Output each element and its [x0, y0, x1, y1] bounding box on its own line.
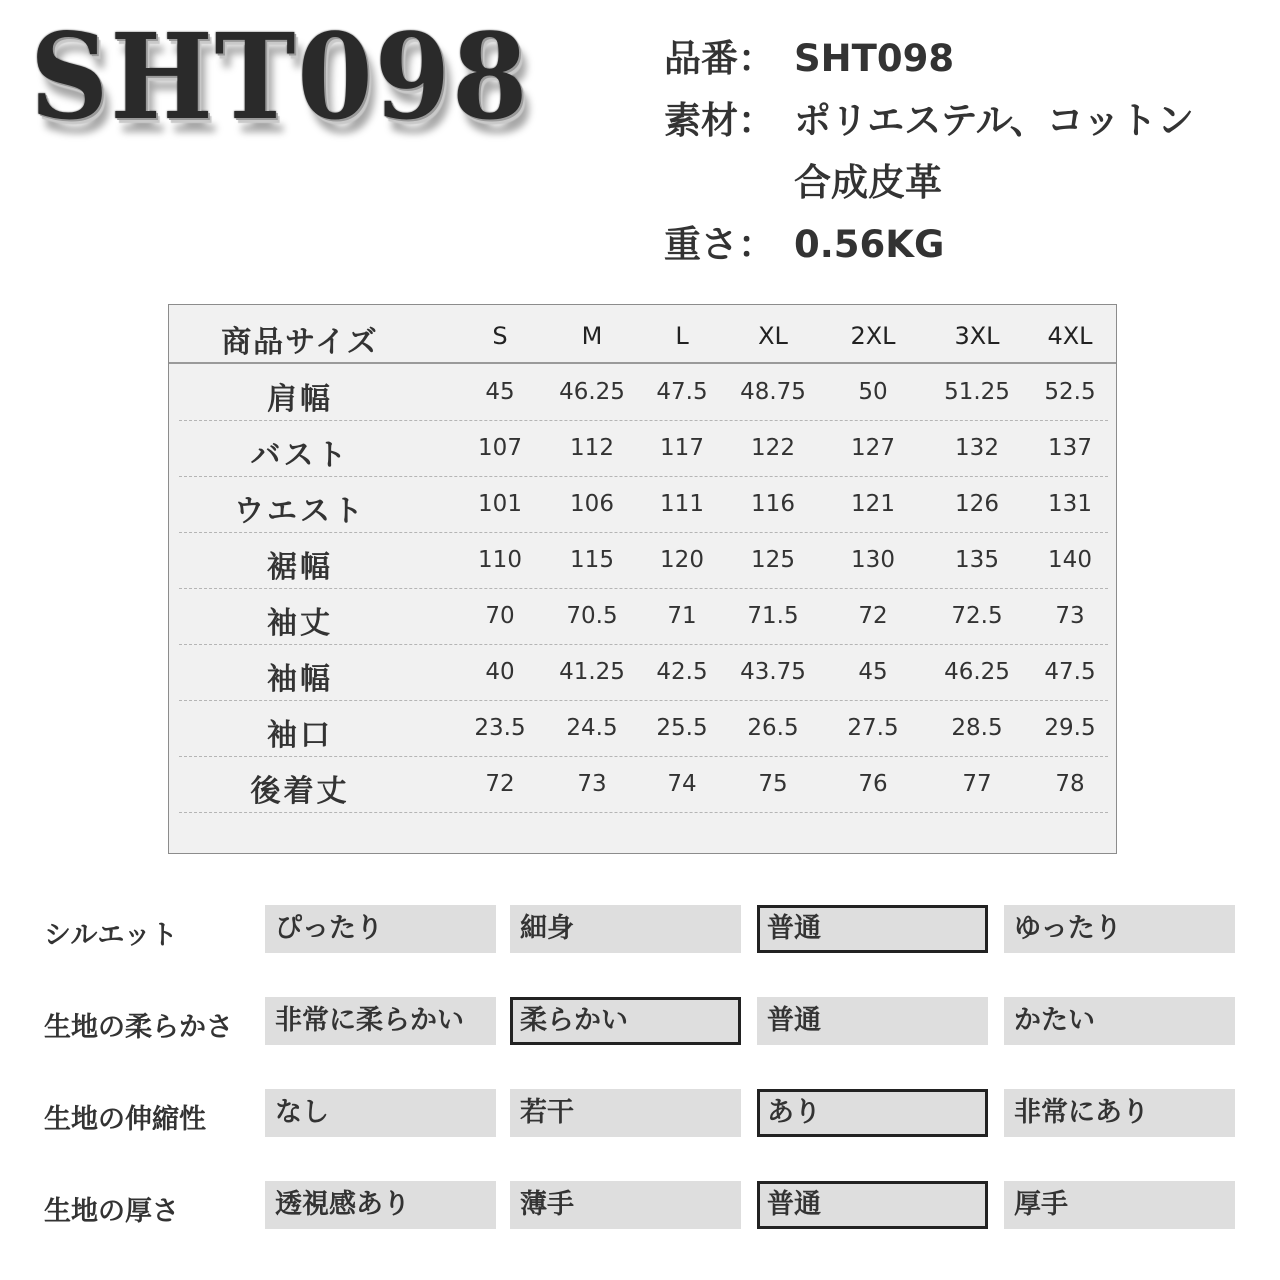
- feature-option: 透視感あり: [265, 1181, 496, 1229]
- measurement-value: 52.5: [1044, 379, 1096, 405]
- measurement-value: 131: [1048, 491, 1092, 517]
- spec-row-weight: [664, 214, 1194, 276]
- size-header-m: M: [581, 322, 603, 350]
- spec-value: ポリエステル、コットン: [794, 99, 1194, 142]
- table-row: [179, 476, 1108, 533]
- measurement-value: 75: [758, 771, 788, 797]
- feature-option-selected: あり: [757, 1089, 988, 1137]
- measurement-value: 77: [962, 771, 992, 797]
- spec-label: 品番：: [664, 37, 775, 80]
- measurement-value: 50: [858, 379, 888, 405]
- table-row: [179, 588, 1108, 645]
- size-header-4xl: 4XL: [1047, 322, 1093, 350]
- size-header-xl: XL: [758, 322, 788, 350]
- spec-value: 0.56KG: [794, 223, 945, 266]
- feature-row: [0, 1181, 1280, 1229]
- spec-row-material: [664, 90, 1194, 152]
- spec-row-material-cont: [664, 152, 1194, 214]
- feature-label: 生地の厚さ: [44, 1196, 179, 1227]
- table-row: [179, 644, 1108, 701]
- spec-row-item-number: [664, 28, 1194, 90]
- measurement-value: 29.5: [1044, 715, 1096, 741]
- measurement-value: 71.5: [747, 603, 799, 629]
- measurement-value: 110: [478, 547, 522, 573]
- measurement-value: 117: [660, 435, 704, 461]
- measurement-value: 137: [1048, 435, 1092, 461]
- measurement-label: バスト: [250, 438, 350, 473]
- feature-row: [0, 1089, 1280, 1137]
- measurement-value: 126: [955, 491, 999, 517]
- table-row: [179, 364, 1108, 421]
- feature-option-selected: 普通: [757, 905, 988, 953]
- measurement-value: 47.5: [656, 379, 708, 405]
- measurement-value: 40: [485, 659, 515, 685]
- feature-option: ぴったり: [265, 905, 496, 953]
- feature-label: シルエット: [44, 920, 178, 951]
- size-table: [168, 304, 1117, 854]
- measurement-value: 101: [478, 491, 522, 517]
- measurement-value: 27.5: [847, 715, 899, 741]
- feature-option: なし: [265, 1089, 496, 1137]
- measurement-value: 112: [570, 435, 614, 461]
- measurement-value: 78: [1055, 771, 1085, 797]
- spec-value: SHT098: [794, 37, 955, 80]
- measurement-value: 51.25: [944, 379, 1010, 405]
- measurement-value: 45: [485, 379, 515, 405]
- measurement-label: 後着丈: [250, 774, 350, 809]
- measurement-value: 132: [955, 435, 999, 461]
- feature-option: 細身: [510, 905, 741, 953]
- measurement-value: 116: [751, 491, 795, 517]
- measurement-label: 肩幅: [267, 382, 333, 417]
- feature-option: 若干: [510, 1089, 741, 1137]
- measurement-value: 125: [751, 547, 795, 573]
- measurement-value: 72: [858, 603, 888, 629]
- table-row: [179, 756, 1108, 813]
- measurement-value: 73: [577, 771, 607, 797]
- measurement-value: 74: [667, 771, 697, 797]
- measurement-value: 47.5: [1044, 659, 1096, 685]
- measurement-value: 115: [570, 547, 614, 573]
- spec-block: [664, 28, 1194, 276]
- measurement-value: 121: [851, 491, 895, 517]
- measurement-value: 23.5: [474, 715, 526, 741]
- measurement-value: 130: [851, 547, 895, 573]
- feature-option: 薄手: [510, 1181, 741, 1229]
- measurement-value: 73: [1055, 603, 1085, 629]
- measurement-value: 45: [858, 659, 888, 685]
- feature-option-selected: 普通: [757, 1181, 988, 1229]
- measurement-value: 46.25: [944, 659, 1010, 685]
- measurement-label: 袖幅: [267, 662, 333, 697]
- measurement-value: 70.5: [566, 603, 618, 629]
- measurement-value: 71: [667, 603, 697, 629]
- spec-value: 合成皮革: [794, 161, 942, 204]
- size-header-2xl: 2XL: [850, 322, 896, 350]
- measurement-value: 107: [478, 435, 522, 461]
- measurement-value: 122: [751, 435, 795, 461]
- measurement-value: 140: [1048, 547, 1092, 573]
- measurement-value: 28.5: [951, 715, 1003, 741]
- measurement-value: 46.25: [559, 379, 625, 405]
- measurement-value: 135: [955, 547, 999, 573]
- size-table-header: [169, 305, 1116, 364]
- measurement-value: 25.5: [656, 715, 708, 741]
- feature-label: 生地の伸縮性: [44, 1104, 206, 1135]
- feature-option: ゆったり: [1004, 905, 1235, 953]
- measurement-value: 26.5: [747, 715, 799, 741]
- measurement-value: 127: [851, 435, 895, 461]
- table-row: [179, 420, 1108, 477]
- measurement-value: 72.5: [951, 603, 1003, 629]
- product-logo: SHT098: [30, 7, 530, 146]
- feature-label: 生地の柔らかさ: [44, 1012, 233, 1043]
- measurement-value: 120: [660, 547, 704, 573]
- feature-option: かたい: [1004, 997, 1235, 1045]
- measurement-label: ウエスト: [234, 494, 366, 529]
- spec-label: 素材：: [664, 99, 775, 142]
- spec-label: 重さ：: [664, 223, 775, 266]
- measurement-value: 43.75: [740, 659, 806, 685]
- feature-option: 厚手: [1004, 1181, 1235, 1229]
- measurement-value: 111: [660, 491, 704, 517]
- measurement-label: 袖丈: [267, 606, 333, 641]
- measurement-value: 76: [858, 771, 888, 797]
- size-header-3xl: 3XL: [954, 322, 1000, 350]
- table-row: [179, 532, 1108, 589]
- feature-option: 普通: [757, 997, 988, 1045]
- feature-option: 非常に柔らかい: [265, 997, 496, 1045]
- measurement-value: 42.5: [656, 659, 708, 685]
- measurement-value: 24.5: [566, 715, 618, 741]
- measurement-value: 48.75: [740, 379, 806, 405]
- feature-row: [0, 997, 1280, 1045]
- measurement-value: 72: [485, 771, 515, 797]
- feature-row: [0, 905, 1280, 953]
- size-header-label: 商品サイズ: [221, 325, 379, 360]
- feature-option-selected: 柔らかい: [510, 997, 741, 1045]
- measurement-value: 106: [570, 491, 614, 517]
- feature-option: 非常にあり: [1004, 1089, 1235, 1137]
- measurement-value: 41.25: [559, 659, 625, 685]
- measurement-value: 70: [485, 603, 515, 629]
- measurement-label: 袖口: [267, 718, 333, 753]
- table-row: [179, 700, 1108, 757]
- measurement-label: 裾幅: [267, 550, 333, 585]
- size-header-l: L: [675, 322, 689, 350]
- size-header-s: S: [492, 322, 508, 350]
